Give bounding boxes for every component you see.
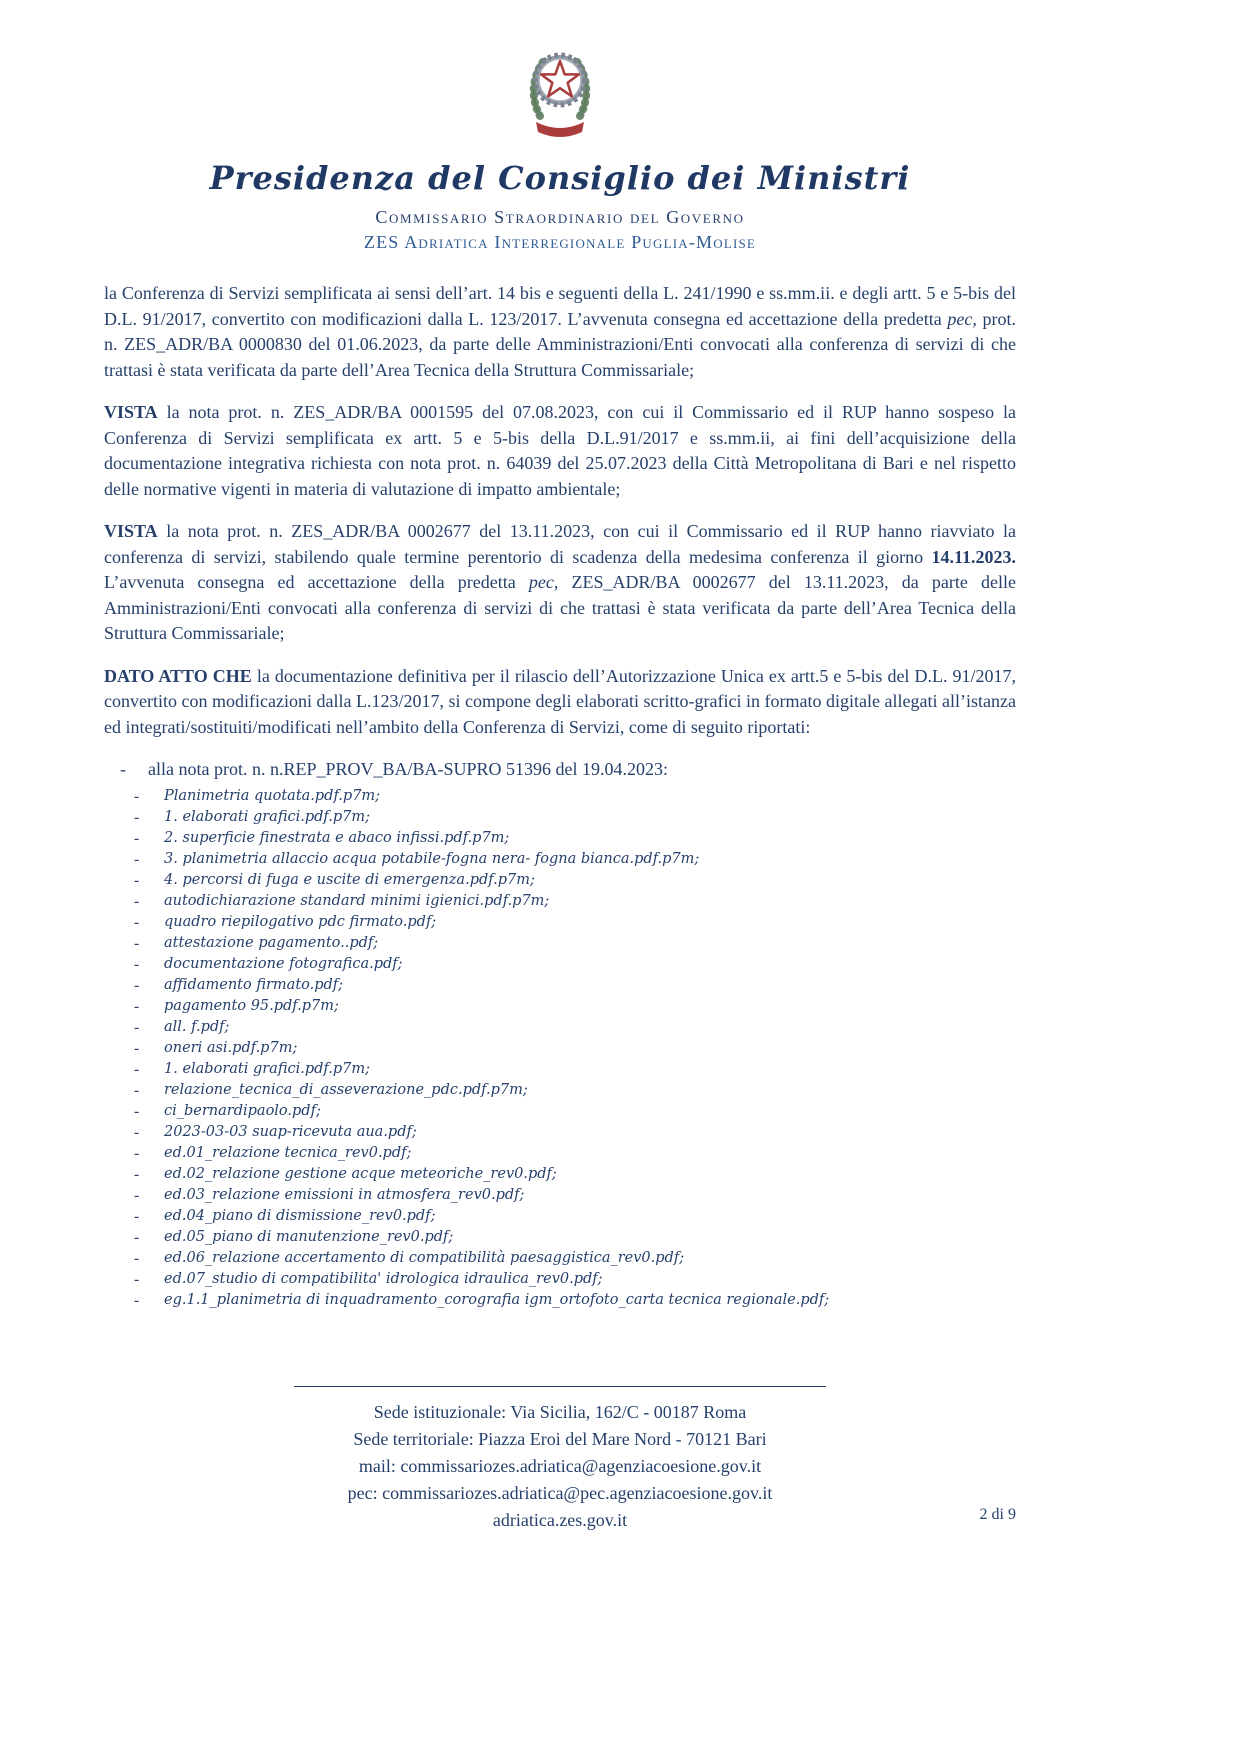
attachment-file-name: autodichiarazione standard minimi igienici.pdf.p7m; [164,893,550,909]
list-item [104,870,1016,891]
attachment-file-name: 4. percorsi di fuga e uscite di emergenza.pdf.p7m; [164,872,535,888]
bullet-dash: - [134,1292,140,1309]
attachment-file-name: ed.03_relazione emissioni in atmosfera_rev0.pdf; [164,1187,525,1203]
bullet-dash: - [134,851,140,868]
list-item [104,1080,1016,1101]
attachment-file-name: ed.02_relazione gestione acque meteoriche_rev0.pdf; [164,1166,557,1182]
attachment-file-name: ed.06_relazione accertamento di compatibilità paesaggistica_rev0.pdf; [164,1250,685,1266]
footer-lines [104,1399,1016,1534]
footer-line: adriatica.zes.gov.it [492,1510,628,1530]
paragraph-dato-atto-che: DATO ATTO CHE la documentazione definitiva per il rilascio dell’Autorizzazione Unica ex artt.5 e 5-bis del D.L. 91/2017, convertito con modificazioni dalla L.123/2017, si compone degli elaborati scritto-grafici in formato digitale allegati all’istanza ed integrati/sostituiti/modificati nell’ambito della Conferenza di Servizi, come di seguito riportati: [104,665,1016,737]
footer-line: mail: commissariozes.adriatica@agenziacoesione.gov.it [358,1456,762,1476]
attachments-intro [104,756,1016,782]
list-item [104,996,1016,1017]
list-item [104,891,1016,912]
bullet-dash: - [134,914,140,931]
bullet-dash: - [134,830,140,847]
attachment-file-name: pagamento 95.pdf.p7m; [164,998,339,1014]
list-item [104,1122,1016,1143]
bullet-dash: - [134,1208,140,1225]
list-item [104,1164,1016,1185]
attachment-file-name: 2. superficie finestrata e abaco infissi.pdf.p7m; [164,830,510,846]
bullet-dash: - [134,1145,140,1162]
list-item [104,1059,1016,1080]
document-footer [104,1386,1016,1534]
list-item [104,1206,1016,1227]
list-item [104,807,1016,828]
attachment-file-name: oneri asi.pdf.p7m; [164,1040,298,1056]
bullet-dash: - [134,1103,140,1120]
attachment-file-name: relazione_tecnica_di_asseverazione_pdc.pdf.p7m; [164,1082,528,1098]
list-item [104,1143,1016,1164]
attachment-file-name: 2023-03-03 suap-ricevuta aua.pdf; [164,1124,417,1140]
list-item [104,1185,1016,1206]
list-item [104,1227,1016,1248]
list-item [104,1290,1016,1311]
attachment-file-name: all. f.pdf; [164,1019,230,1035]
header-subtitle-commissario: Commissario Straordinario del Governo [375,207,745,227]
bullet-dash: - [134,935,140,952]
list-item [104,1248,1016,1269]
attachment-file-name: ci_bernardipaolo.pdf; [164,1103,321,1119]
bullet-dash: - [134,1250,140,1267]
bullet-dash: - [134,1040,140,1057]
attachment-file-name: ed.01_relazione tecnica_rev0.pdf; [164,1145,412,1161]
bullet-dash: - [134,1061,140,1078]
list-item [104,786,1016,807]
bullet-dash: - [134,1271,140,1288]
list-item [104,1269,1016,1290]
bullet-dash: - [134,788,140,805]
bullet-dash: - [120,759,126,779]
list-item [104,828,1016,849]
bullet-dash: - [134,872,140,889]
page-title: Presidenza del Consiglio dei Ministri [209,159,911,197]
bullet-dash: - [134,956,140,973]
list-item [104,1017,1016,1038]
paragraph-vista-2: VISTA la nota prot. n. ZES_ADR/BA 0002677 del 13.11.2023, con cui il Commissario ed il RUP hanno riavviato la conferenza di servizi, stabilendo quale termine perentorio di scadenza della medesima conferenza il giorno 14.11.2023. L’avvenuta consegna ed accettazione della predetta pec, ZES_ADR/BA 0002677 del 13.11.2023, da parte delle Amministrazioni/Enti convocati alla conferenza di servizi di che trattasi è stata verificata da parte dell’Area Tecnica della Struttura Commissariale; [104,521,1016,643]
attachment-file-name: quadro riepilogativo pdc firmato.pdf; [164,914,437,930]
attachment-file-name: Planimetria quotata.pdf.p7m; [164,788,381,804]
footer-line: Sede istituzionale: Via Sicilia, 162/C - 00187 Roma [373,1402,747,1422]
paragraph-continuation: la Conferenza di Servizi semplificata ai sensi dell’art. 14 bis e seguenti della L. 241/1990 e ss.mm.ii. e degli artt. 5 e 5-bis del D.L. 91/2017, convertito con modificazioni dalla L. 123/2017. L’avvenuta consegna ed accettazione della predetta pec, prot. n. ZES_ADR/BA 0000830 del 01.06.2023, da parte delle Amministrazioni/Enti convocati alla conferenza di servizi di che trattasi è stata verificata da parte dell’Area Tecnica della Struttura Commissariale; [104,283,1017,380]
bullet-dash: - [134,1082,140,1099]
attachments-list [104,786,1016,1311]
list-item [104,1038,1016,1059]
bullet-dash: - [134,893,140,910]
attachment-file-name: ed.04_piano di dismissione_rev0.pdf; [164,1208,436,1224]
bullet-dash: - [134,1124,140,1141]
italy-emblem-icon [524,40,596,140]
paragraph-vista-1: VISTA la nota prot. n. ZES_ADR/BA 0001595 del 07.08.2023, con cui il Commissario ed il RUP hanno sospeso la Conferenza di Servizi semplificata ex artt. 5 e 5-bis della D.L.91/2017 e ss.mm.ii, ai fini dell’acquisizione della documentazione integrativa richiesta con nota prot. n. 64039 del 25.07.2023 della Città Metropolitana di Bari e nel rispetto delle normative vigenti in materia di valutazione di impatto ambientale; [104,402,1016,499]
bullet-dash: - [134,977,140,994]
list-item [104,912,1016,933]
bullet-dash: - [134,809,140,826]
attachments-intro-text: alla nota prot. n. n.REP_PROV_BA/BA-SUPRO 51396 del 19.04.2023: [148,759,669,779]
footer-line: pec: commissariozes.adriatica@pec.agenziacoesione.gov.it [347,1483,773,1503]
attachment-file-name: ed.07_studio di compatibilita' idrologica idraulica_rev0.pdf; [164,1271,603,1287]
list-item [104,849,1016,870]
document-content [104,0,1016,1311]
attachment-file-name: eg.1.1_planimetria di inquadramento_corografia igm_ortofoto_carta tecnica regionale.pdf; [164,1292,830,1308]
list-item [104,975,1016,996]
bullet-dash: - [134,1187,140,1204]
bullet-dash: - [134,1019,140,1036]
bullet-dash: - [134,1229,140,1246]
attachment-file-name: affidamento firmato.pdf; [164,977,344,993]
attachment-file-name: attestazione pagamento..pdf; [164,935,379,951]
attachment-file-name: 3. planimetria allaccio acqua potabile-fogna nera- fogna bianca.pdf.p7m; [164,851,700,867]
page-number: 2 di 9 [979,1506,1016,1523]
document-body [104,281,1016,1311]
letterhead [104,0,1016,253]
attachment-file-name: 1. elaborati grafici.pdf.p7m; [164,809,371,825]
bullet-dash: - [134,1166,140,1183]
list-item [104,1101,1016,1122]
attachment-file-name: 1. elaborati grafici.pdf.p7m; [164,1061,371,1077]
footer-divider [294,1386,826,1387]
list-item [104,933,1016,954]
attachment-file-name: ed.05_piano di manutenzione_rev0.pdf; [164,1229,454,1245]
list-item [104,954,1016,975]
footer-line: Sede territoriale: Piazza Eroi del Mare Nord - 70121 Bari [353,1429,767,1449]
header-subtitle-zes: ZES Adriatica Interregionale Puglia-Molise [363,232,757,252]
attachment-file-name: documentazione fotografica.pdf; [164,956,403,972]
bullet-dash: - [134,998,140,1015]
